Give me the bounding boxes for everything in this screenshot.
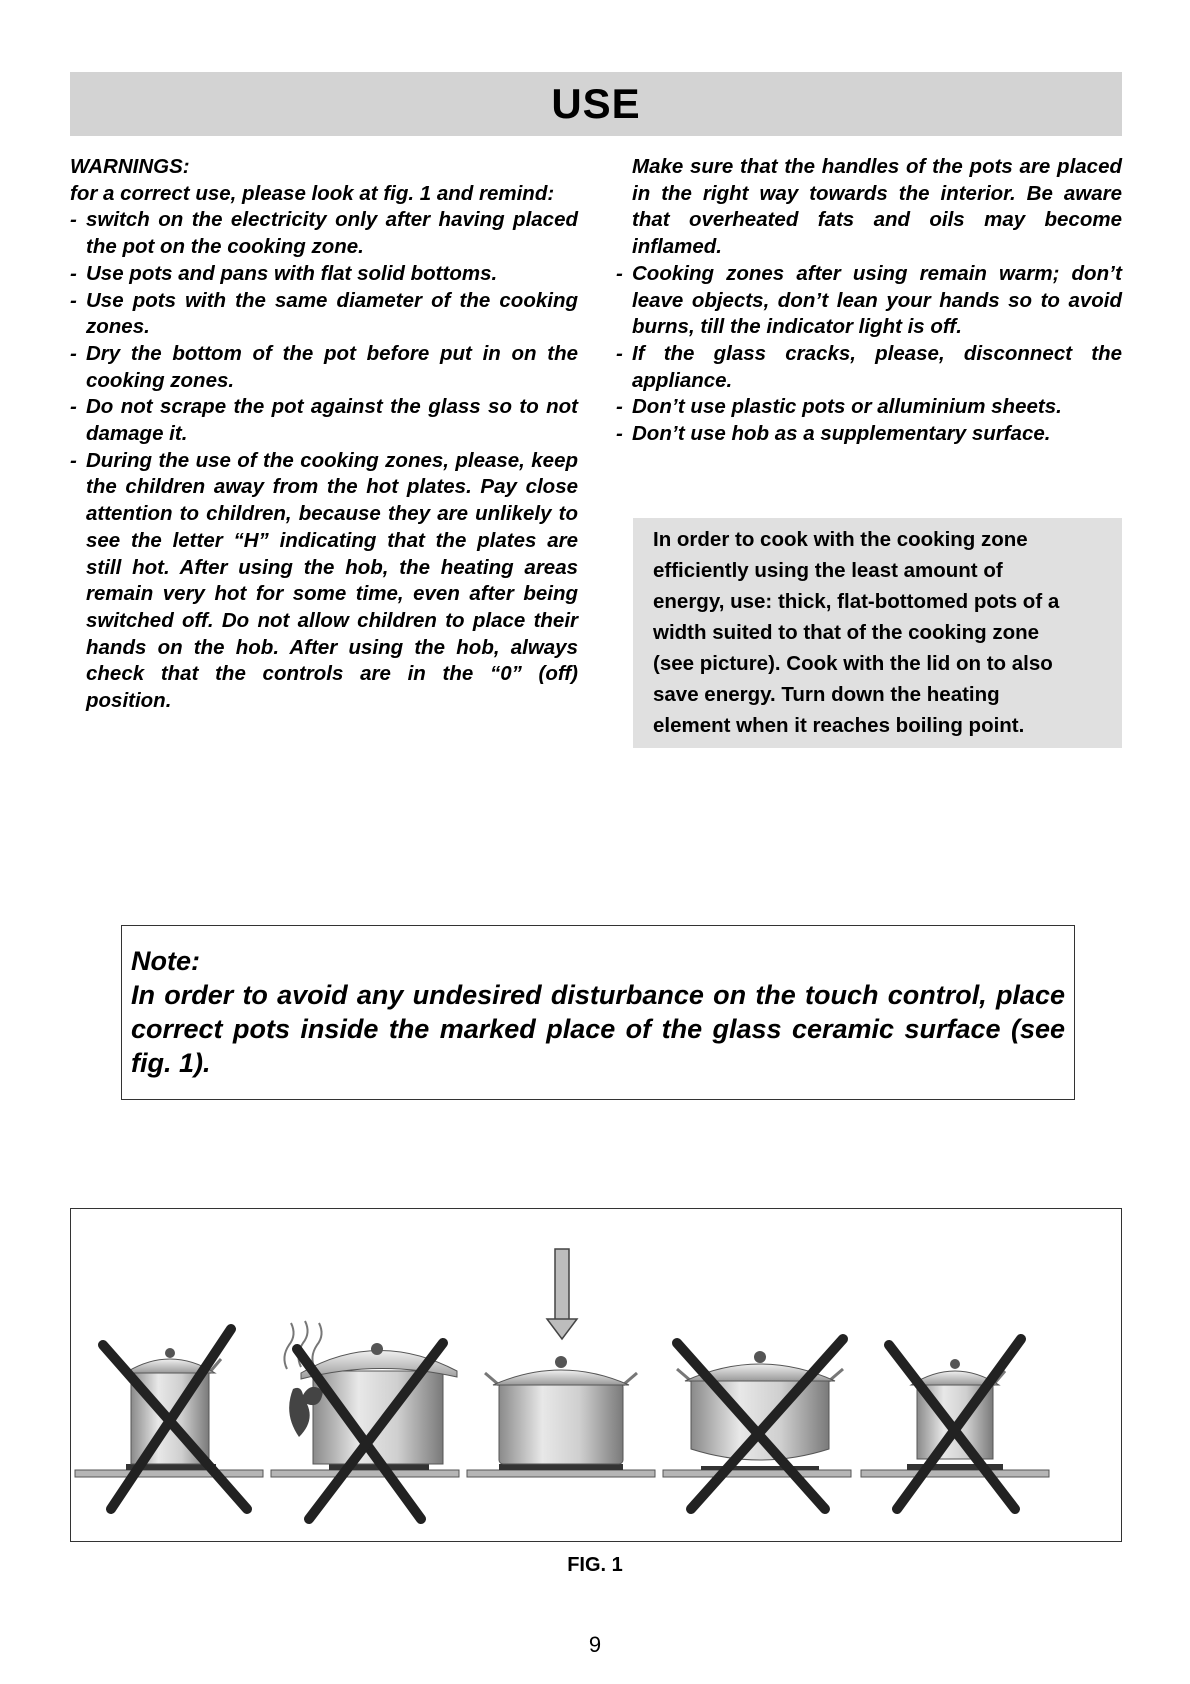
pots-illustration bbox=[71, 1209, 1120, 1540]
warnings-column-continued bbox=[616, 154, 1122, 448]
warning-item: - During the use of the cooking zones, please, keep the children away from the hot plates. Pay close attention to children, because they are unlikely to see the letter “H” indicating that the plates are still hot. After using the hob, the heating areas remain very hot for some time, even after being switched off. Do not allow children to place their hands on the hob. After using the hob, always check that the controls are in the “0” (off) position. bbox=[70, 448, 578, 715]
warning-item: - switch on the electricity only after having placed the pot on the cooking zone. bbox=[70, 207, 578, 260]
tip-line: In order to cook with the cooking zone bbox=[653, 528, 1028, 551]
pot-curved-bottom-icon bbox=[663, 1339, 851, 1509]
tip-line: save energy. Turn down the heating bbox=[653, 683, 1000, 706]
warnings-list-continued bbox=[616, 261, 1122, 448]
warning-item: - Cooking zones after using remain warm; don’t leave objects, don’t lean your hands so to avoid burns, till the indicator light is off. bbox=[616, 261, 1122, 341]
tip-line: width suited to that of the cooking zone bbox=[653, 621, 1040, 644]
pot-lid-and-flame-icon bbox=[271, 1321, 459, 1519]
tip-line: element when it reaches boiling point. bbox=[653, 714, 1025, 737]
pot-small-raised-icon bbox=[861, 1339, 1049, 1509]
tip-line: efficiently using the least amount of bbox=[653, 559, 1003, 582]
note-title: Note: bbox=[131, 946, 200, 976]
warnings-column bbox=[70, 154, 578, 715]
figure-pots bbox=[70, 1208, 1122, 1542]
warning-item: - Use pots and pans with flat solid bottoms. bbox=[70, 261, 578, 288]
energy-tip-box bbox=[633, 518, 1122, 748]
arrow-down-icon bbox=[547, 1249, 577, 1339]
page-number: 9 bbox=[588, 1632, 602, 1657]
warnings-heading: WARNINGS: bbox=[70, 155, 190, 178]
note-box bbox=[121, 925, 1075, 1100]
warning-item: - Do not scrape the pot against the glass so to not damage it. bbox=[70, 394, 578, 447]
warnings-continuation: Make sure that the handles of the pots are placed in the right way towards the interior. Be aware that overheated fats and oils may become inflamed. bbox=[632, 155, 1122, 259]
figure-caption: FIG. 1 bbox=[567, 1554, 623, 1576]
warning-item: - Don’t use plastic pots or alluminium sheets. bbox=[616, 394, 1122, 421]
warning-item: - Don’t use hob as a supplementary surface. bbox=[616, 421, 1122, 448]
warning-item: - Use pots with the same diameter of the cooking zones. bbox=[70, 288, 578, 341]
note-text: In order to avoid any undesired disturbance on the touch control, place correct pots inside the marked place of the glass ceramic surface (see fig. 1). bbox=[131, 980, 1065, 1078]
pot-too-small-icon bbox=[75, 1329, 263, 1509]
tip-line: (see picture). Cook with the lid on to also bbox=[653, 652, 1053, 675]
page-title: USE bbox=[551, 80, 641, 127]
warning-item: - If the glass cracks, please, disconnect the appliance. bbox=[616, 341, 1122, 394]
warning-item: - Dry the bottom of the pot before put in on the cooking zones. bbox=[70, 341, 578, 394]
warnings-list bbox=[70, 207, 578, 714]
pot-correct-icon bbox=[467, 1249, 655, 1477]
warnings-intro: for a correct use, please look at fig. 1 and remind: bbox=[70, 181, 555, 205]
tip-line: energy, use: thick, flat-bottomed pots of a bbox=[653, 590, 1060, 613]
page-header bbox=[70, 72, 1122, 136]
